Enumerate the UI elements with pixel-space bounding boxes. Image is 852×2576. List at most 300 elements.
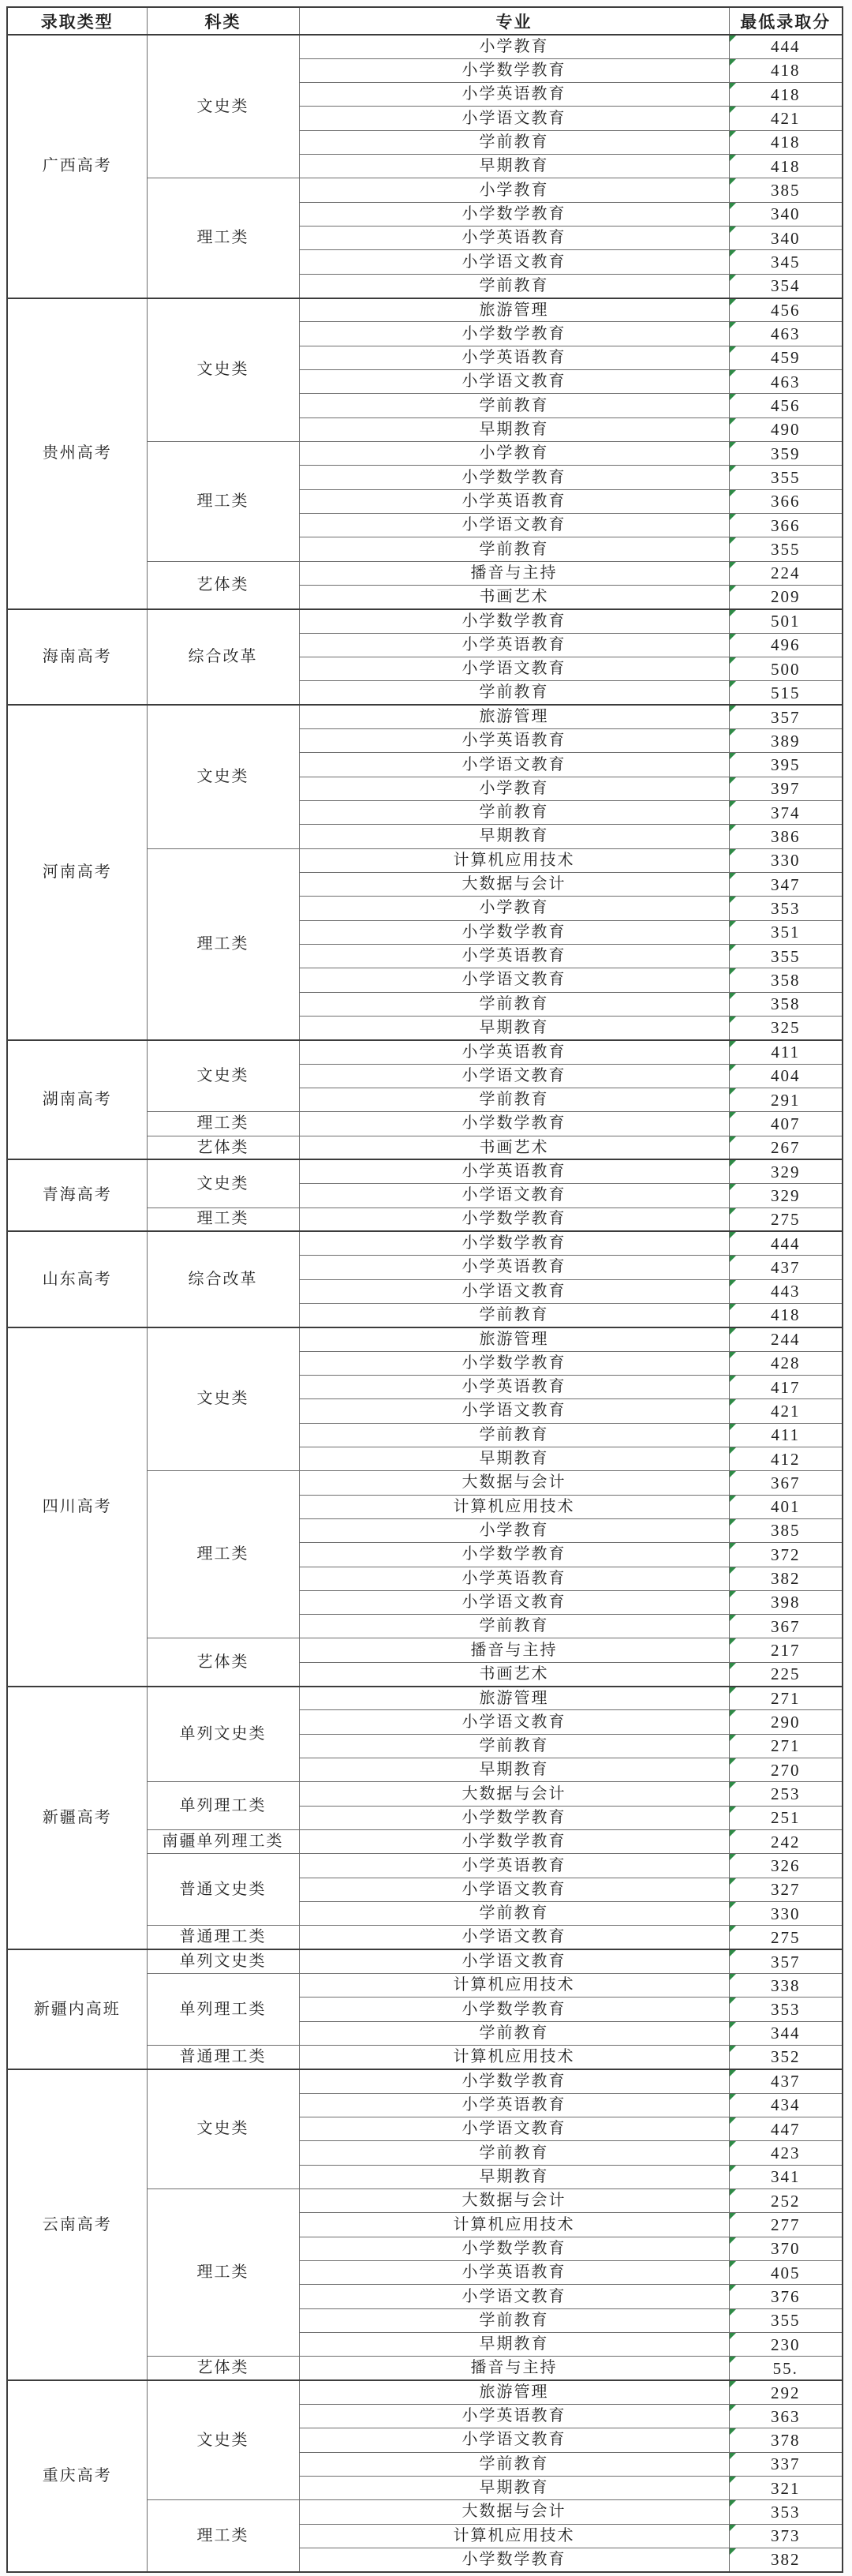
major-cell: 小学数学教育: [299, 1830, 729, 1854]
major-cell: 大数据与会计: [299, 2189, 729, 2213]
major-cell: 小学英语教育: [299, 633, 729, 657]
cell-flag-triangle-icon: [730, 706, 736, 712]
major-cell: 小学数学教育: [299, 202, 729, 226]
major-cell: 小学英语教育: [299, 1040, 729, 1064]
min-score-cell: [729, 1806, 843, 1829]
major-cell: 小学数学教育: [299, 1998, 729, 2021]
min-score-cell: [729, 1040, 843, 1064]
min-score-cell: [729, 586, 843, 609]
major-cell: 小学教育: [299, 35, 729, 58]
major-cell: 小学语文教育: [299, 1184, 729, 1208]
min-score-value: 418: [771, 1305, 801, 1325]
major-cell: 小学数学教育: [299, 322, 729, 346]
cell-flag-triangle-icon: [730, 921, 736, 927]
min-score-value: 345: [771, 253, 801, 272]
min-score-cell: [729, 1878, 843, 1901]
table-row: [7, 2069, 843, 2093]
major-cell: 小学教育: [299, 897, 729, 920]
header-row: [7, 7, 843, 35]
min-score-cell: [729, 466, 843, 489]
cell-flag-triangle-icon: [730, 1496, 736, 1502]
admission-type-cell: 河南高考: [7, 705, 147, 1040]
min-score-value: 330: [771, 851, 801, 871]
min-score-value: 385: [771, 1521, 801, 1541]
min-score-cell: [729, 1351, 843, 1375]
table-row: [7, 1159, 843, 1183]
cell-flag-triangle-icon: [730, 299, 736, 305]
major-cell: 小学教育: [299, 777, 729, 800]
subject-category-cell: 南疆单列理工类: [147, 1830, 299, 1854]
cell-flag-triangle-icon: [730, 1615, 736, 1621]
cell-flag-triangle-icon: [730, 2046, 736, 2052]
cell-flag-triangle-icon: [730, 2261, 736, 2267]
min-score-cell: [729, 1064, 843, 1088]
min-score-value: 405: [771, 2263, 801, 2282]
min-score-cell: [729, 1375, 843, 1398]
major-cell: 小学英语教育: [299, 1159, 729, 1183]
cell-flag-triangle-icon: [730, 250, 736, 256]
min-score-value: 337: [771, 2454, 801, 2474]
cell-flag-triangle-icon: [730, 2357, 736, 2363]
min-score-value: 382: [771, 1569, 801, 1589]
cell-flag-triangle-icon: [730, 1304, 736, 1310]
min-score-cell: [729, 1495, 843, 1518]
min-score-value: 270: [771, 1760, 801, 1780]
major-cell: 早期教育: [299, 1016, 729, 1039]
cell-flag-triangle-icon: [730, 825, 736, 831]
min-score-cell: [729, 944, 843, 968]
min-score-value: 355: [771, 946, 801, 966]
cell-flag-triangle-icon: [730, 418, 736, 425]
cell-flag-triangle-icon: [730, 370, 736, 376]
major-cell: 计算机应用技术: [299, 1495, 729, 1518]
min-score-value: 275: [771, 1927, 801, 1947]
cell-flag-triangle-icon: [730, 1926, 736, 1932]
major-cell: 小学语文教育: [299, 2117, 729, 2141]
cell-flag-triangle-icon: [730, 945, 736, 951]
min-score-value: 230: [771, 2334, 801, 2354]
min-score-cell: [729, 1974, 843, 1998]
subject-category-cell: 文史类: [147, 1327, 299, 1471]
min-score-cell: [729, 1231, 843, 1255]
cell-flag-triangle-icon: [730, 1735, 736, 1741]
cell-flag-triangle-icon: [730, 1543, 736, 1549]
major-cell: 小学数学教育: [299, 609, 729, 633]
min-score-value: 355: [771, 540, 801, 560]
min-score-cell: [729, 346, 843, 369]
cell-flag-triangle-icon: [730, 1854, 736, 1860]
subject-category-cell: 文史类: [147, 298, 299, 442]
min-score-value: 277: [771, 2215, 801, 2234]
cell-flag-triangle-icon: [730, 2141, 736, 2147]
min-score-value: 327: [771, 1880, 801, 1900]
min-score-value: 428: [771, 1354, 801, 1373]
cell-flag-triangle-icon: [730, 1519, 736, 1526]
min-score-cell: [729, 298, 843, 322]
min-score-cell: [729, 250, 843, 274]
min-score-cell: [729, 1471, 843, 1495]
cell-flag-triangle-icon: [730, 1710, 736, 1717]
min-score-cell: [729, 2261, 843, 2285]
min-score-value: 352: [771, 2047, 801, 2067]
min-score-cell: [729, 825, 843, 848]
cell-flag-triangle-icon: [730, 1830, 736, 1837]
min-score-value: 340: [771, 228, 801, 248]
major-cell: 大数据与会计: [299, 2500, 729, 2524]
cell-flag-triangle-icon: [730, 1447, 736, 1454]
cell-flag-triangle-icon: [730, 1782, 736, 1788]
min-score-cell: [729, 1638, 843, 1662]
cell-flag-triangle-icon: [730, 1088, 736, 1095]
min-score-cell: [729, 1998, 843, 2021]
table-row: [7, 298, 843, 322]
cell-flag-triangle-icon: [730, 1232, 736, 1238]
admission-type-cell: 山东高考: [7, 1231, 147, 1327]
major-cell: 小学数学教育: [299, 1231, 729, 1255]
min-score-value: 389: [771, 731, 801, 751]
min-score-value: 359: [771, 444, 801, 463]
major-cell: 学前教育: [299, 1303, 729, 1327]
cell-flag-triangle-icon: [730, 2117, 736, 2124]
min-score-value: 353: [771, 2000, 801, 2020]
major-cell: 学前教育: [299, 394, 729, 417]
min-score-cell: [729, 370, 843, 394]
cell-flag-triangle-icon: [730, 873, 736, 879]
major-cell: 小学数学教育: [299, 920, 729, 944]
min-score-value: 338: [771, 1975, 801, 1995]
cell-flag-triangle-icon: [730, 1567, 736, 1574]
min-score-value: 275: [771, 1209, 801, 1229]
min-score-value: 401: [771, 1497, 801, 1517]
subject-category-cell: 艺体类: [147, 561, 299, 609]
major-cell: 学前教育: [299, 1615, 729, 1638]
cell-flag-triangle-icon: [730, 2309, 736, 2316]
cell-flag-triangle-icon: [730, 2548, 736, 2555]
subject-category-cell: 普通理工类: [147, 1926, 299, 1949]
cell-flag-triangle-icon: [730, 993, 736, 999]
cell-flag-triangle-icon: [730, 849, 736, 856]
cell-flag-triangle-icon: [730, 1399, 736, 1406]
major-cell: 小学英语教育: [299, 1854, 729, 1878]
min-score-value: 501: [771, 612, 801, 631]
min-score-value: 404: [771, 1066, 801, 1086]
cell-flag-triangle-icon: [730, 1638, 736, 1645]
major-cell: 小学语文教育: [299, 657, 729, 681]
table-row: [7, 1687, 843, 1710]
min-score-cell: [729, 1327, 843, 1351]
major-cell: 小学数学教育: [299, 1806, 729, 1829]
min-score-cell: [729, 705, 843, 728]
min-score-value: 496: [771, 635, 801, 655]
min-score-cell: [729, 2141, 843, 2165]
cell-flag-triangle-icon: [730, 1878, 736, 1885]
min-score-cell: [729, 753, 843, 777]
table-row: [7, 1231, 843, 1255]
major-cell: 学前教育: [299, 274, 729, 298]
subject-category-cell: 综合改革: [147, 1231, 299, 1327]
min-score-value: 500: [771, 659, 801, 679]
table-row: [7, 1949, 843, 1973]
min-score-cell: [729, 872, 843, 896]
min-score-value: 344: [771, 2024, 801, 2043]
cell-flag-triangle-icon: [730, 203, 736, 209]
min-score-cell: [729, 1303, 843, 1327]
cell-flag-triangle-icon: [730, 1280, 736, 1286]
table-row: [7, 2380, 843, 2404]
min-score-value: 271: [771, 1736, 801, 1756]
cell-flag-triangle-icon: [730, 514, 736, 520]
min-score-cell: [729, 2476, 843, 2499]
min-score-cell: [729, 1256, 843, 1279]
min-score-cell: [729, 2500, 843, 2524]
major-cell: 小学英语教育: [299, 346, 729, 369]
cell-flag-triangle-icon: [730, 2453, 736, 2459]
cell-flag-triangle-icon: [730, 1112, 736, 1118]
major-cell: 小学语文教育: [299, 250, 729, 274]
min-score-cell: [729, 2213, 843, 2237]
min-score-cell: [729, 2452, 843, 2476]
major-cell: 小学教育: [299, 178, 729, 202]
min-score-value: 55.: [772, 2358, 798, 2378]
major-cell: 学前教育: [299, 2021, 729, 2045]
major-cell: 学前教育: [299, 2308, 729, 2332]
min-score-cell: [729, 2117, 843, 2141]
min-score-value: 252: [771, 2191, 801, 2211]
admission-type-cell: 云南高考: [7, 2069, 147, 2380]
min-score-cell: [729, 1184, 843, 1208]
min-score-cell: [729, 442, 843, 466]
min-score-value: 244: [771, 1330, 801, 1350]
admission-type-cell: 贵州高考: [7, 298, 147, 609]
min-score-value: 459: [771, 348, 801, 368]
cell-flag-triangle-icon: [730, 2333, 736, 2339]
major-cell: 早期教育: [299, 2333, 729, 2357]
cell-flag-triangle-icon: [730, 1687, 736, 1694]
min-score-value: 398: [771, 1593, 801, 1612]
min-score-cell: [729, 1088, 843, 1111]
min-score-cell: [729, 1782, 843, 1806]
cell-flag-triangle-icon: [730, 1376, 736, 1382]
cell-flag-triangle-icon: [730, 1424, 736, 1430]
min-score-value: 209: [771, 587, 801, 607]
major-cell: 学前教育: [299, 1423, 729, 1447]
cell-flag-triangle-icon: [730, 346, 736, 353]
min-score-value: 353: [771, 898, 801, 918]
cell-flag-triangle-icon: [730, 681, 736, 687]
min-score-value: 423: [771, 2144, 801, 2163]
major-cell: 计算机应用技术: [299, 1974, 729, 1998]
cell-flag-triangle-icon: [730, 1352, 736, 1358]
subject-category-cell: 理工类: [147, 2500, 299, 2572]
cell-flag-triangle-icon: [730, 1160, 736, 1166]
min-score-value: 370: [771, 2239, 801, 2259]
min-score-value: 340: [771, 204, 801, 224]
subject-category-cell: 单列理工类: [147, 1782, 299, 1830]
cell-flag-triangle-icon: [730, 729, 736, 736]
cell-flag-triangle-icon: [730, 1041, 736, 1047]
major-cell: 小学语文教育: [299, 1949, 729, 1973]
major-cell: 计算机应用技术: [299, 2524, 729, 2548]
major-cell: 小学数学教育: [299, 1112, 729, 1136]
min-score-cell: [729, 801, 843, 825]
min-score-value: 292: [771, 2383, 801, 2402]
min-score-cell: [729, 2308, 843, 2332]
cell-flag-triangle-icon: [730, 2428, 736, 2435]
table-row: [7, 1327, 843, 1351]
cell-flag-triangle-icon: [730, 1902, 736, 1908]
min-score-cell: [729, 1279, 843, 1303]
min-score-cell: [729, 1926, 843, 1949]
major-cell: 学前教育: [299, 1088, 729, 1111]
table-row: [7, 609, 843, 633]
min-score-cell: [729, 1112, 843, 1136]
min-score-cell: [729, 1615, 843, 1638]
major-cell: 旅游管理: [299, 298, 729, 322]
min-score-cell: [729, 1710, 843, 1734]
min-score-value: 456: [771, 396, 801, 416]
major-cell: 早期教育: [299, 2165, 729, 2188]
major-cell: 小学英语教育: [299, 489, 729, 513]
subject-category-cell: 理工类: [147, 1208, 299, 1231]
major-cell: 小学语文教育: [299, 1926, 729, 1949]
cell-flag-triangle-icon: [730, 131, 736, 137]
min-score-cell: [729, 417, 843, 441]
min-score-value: 291: [771, 1090, 801, 1110]
min-score-value: 271: [771, 1689, 801, 1709]
cell-flag-triangle-icon: [730, 2094, 736, 2100]
min-score-value: 347: [771, 874, 801, 894]
major-cell: 小学语文教育: [299, 107, 729, 130]
min-score-cell: [729, 2357, 843, 2380]
cell-flag-triangle-icon: [730, 1184, 736, 1190]
min-score-value: 378: [771, 2430, 801, 2450]
major-cell: 小学语文教育: [299, 370, 729, 394]
min-score-value: 444: [771, 1234, 801, 1253]
min-score-value: 290: [771, 1713, 801, 1732]
min-score-value: 490: [771, 420, 801, 440]
subject-category-cell: 理工类: [147, 442, 299, 562]
min-score-value: 242: [771, 1832, 801, 1852]
cell-flag-triangle-icon: [730, 2477, 736, 2483]
major-cell: 书画艺术: [299, 1136, 729, 1159]
min-score-cell: [729, 1734, 843, 1758]
min-score-cell: [729, 202, 843, 226]
min-score-cell: [729, 2165, 843, 2188]
cell-flag-triangle-icon: [730, 2022, 736, 2028]
min-score-value: 225: [771, 1664, 801, 1684]
major-cell: 小学语文教育: [299, 1399, 729, 1423]
min-score-cell: [729, 514, 843, 537]
major-cell: 小学英语教育: [299, 729, 729, 753]
cell-flag-triangle-icon: [730, 322, 736, 328]
cell-flag-triangle-icon: [730, 2381, 736, 2387]
major-cell: 小学数学教育: [299, 2069, 729, 2093]
min-score-cell: [729, 2404, 843, 2428]
min-score-cell: [729, 848, 843, 872]
score-table-body: [7, 35, 843, 2572]
min-score-value: 421: [771, 109, 801, 129]
min-score-cell: [729, 2428, 843, 2452]
min-score-value: 411: [771, 1425, 801, 1445]
min-score-cell: [729, 1208, 843, 1231]
min-score-value: 357: [771, 1952, 801, 1971]
major-cell: 计算机应用技术: [299, 848, 729, 872]
min-score-cell: [729, 1136, 843, 1159]
major-cell: 小学语文教育: [299, 753, 729, 777]
min-score-value: 321: [771, 2478, 801, 2498]
cell-flag-triangle-icon: [730, 2237, 736, 2244]
cell-flag-triangle-icon: [730, 801, 736, 807]
cell-flag-triangle-icon: [730, 610, 736, 616]
admission-type-cell: 海南高考: [7, 609, 147, 705]
cell-flag-triangle-icon: [730, 36, 736, 42]
major-cell: 学前教育: [299, 2141, 729, 2165]
min-score-cell: [729, 2548, 843, 2571]
major-cell: 学前教育: [299, 1902, 729, 1926]
min-score-cell: [729, 2069, 843, 2093]
min-score-value: 418: [771, 156, 801, 176]
min-score-cell: [729, 2285, 843, 2308]
cell-flag-triangle-icon: [730, 1256, 736, 1262]
min-score-cell: [729, 35, 843, 58]
min-score-cell: [729, 537, 843, 561]
major-cell: 大数据与会计: [299, 1471, 729, 1495]
min-score-value: 329: [771, 1162, 801, 1181]
min-score-cell: [729, 1016, 843, 1039]
cell-flag-triangle-icon: [730, 1591, 736, 1597]
cell-flag-triangle-icon: [730, 107, 736, 113]
min-score-value: 386: [771, 826, 801, 846]
min-score-value: 411: [771, 1043, 801, 1062]
subject-category-cell: 艺体类: [147, 2357, 299, 2380]
cell-flag-triangle-icon: [730, 2189, 736, 2196]
min-score-cell: [729, 274, 843, 298]
min-score-value: 366: [771, 492, 801, 511]
cell-flag-triangle-icon: [730, 1663, 736, 1669]
min-score-value: 437: [771, 2072, 801, 2091]
min-score-value: 397: [771, 779, 801, 799]
min-score-cell: [729, 1447, 843, 1470]
cell-flag-triangle-icon: [730, 442, 736, 448]
major-cell: 小学语文教育: [299, 2285, 729, 2308]
major-cell: 小学英语教育: [299, 1375, 729, 1398]
min-score-cell: [729, 1854, 843, 1878]
admission-type-cell: 青海高考: [7, 1159, 147, 1231]
min-score-cell: [729, 1543, 843, 1567]
min-score-cell: [729, 1518, 843, 1542]
min-score-value: 366: [771, 515, 801, 535]
subject-category-cell: 单列理工类: [147, 1974, 299, 2046]
subject-category-cell: 理工类: [147, 1112, 299, 1136]
major-cell: 学前教育: [299, 992, 729, 1016]
min-score-value: 418: [771, 133, 801, 152]
major-cell: 大数据与会计: [299, 1782, 729, 1806]
major-cell: 小学数学教育: [299, 2237, 729, 2260]
min-score-cell: [729, 1662, 843, 1686]
subject-category-cell: 文史类: [147, 1159, 299, 1208]
subject-category-cell: 理工类: [147, 2189, 299, 2357]
admission-score-table: [6, 6, 843, 2573]
min-score-cell: [729, 1423, 843, 1447]
cell-flag-triangle-icon: [730, 634, 736, 640]
subject-category-cell: 综合改革: [147, 609, 299, 705]
subject-category-cell: 理工类: [147, 848, 299, 1040]
admission-type-cell: 重庆高考: [7, 2380, 147, 2572]
min-score-cell: [729, 227, 843, 250]
major-cell: 小学语文教育: [299, 1878, 729, 1901]
min-score-cell: [729, 394, 843, 417]
major-cell: 小学英语教育: [299, 944, 729, 968]
